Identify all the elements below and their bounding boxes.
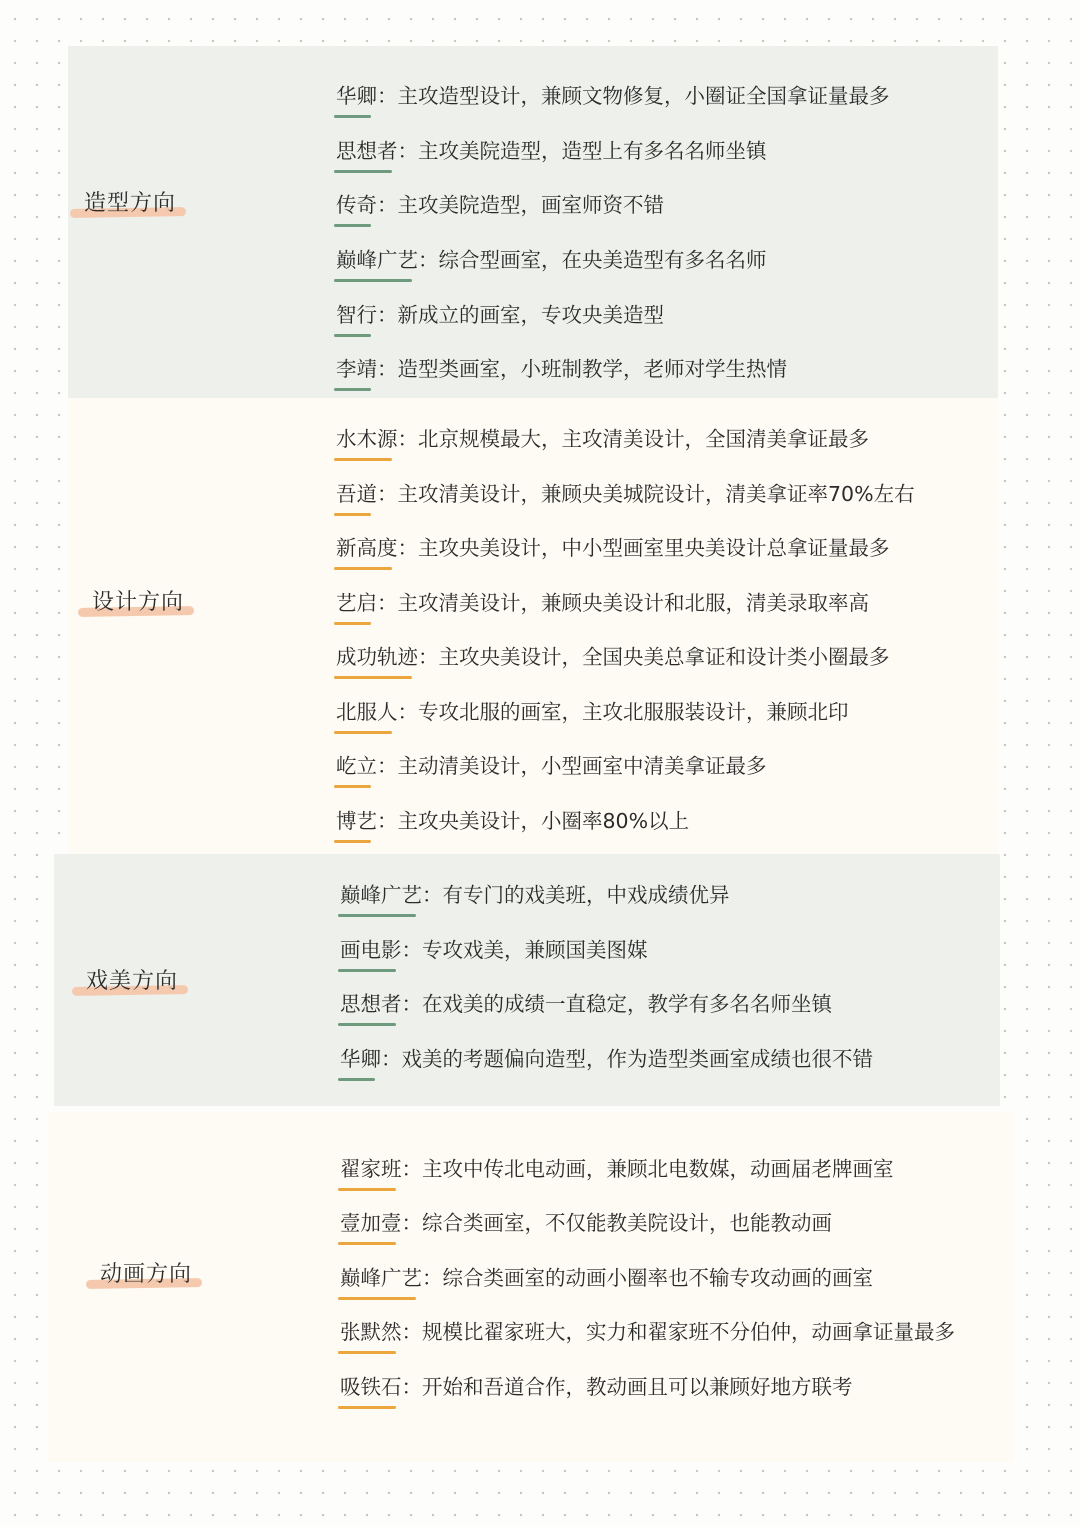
list-item — [336, 804, 689, 834]
name-underline — [338, 1023, 396, 1026]
list-item — [336, 586, 869, 616]
studio-desc: ：综合类画室的动画小圈率也不输专攻动画的画室 — [422, 1266, 873, 1290]
list-item — [340, 1042, 873, 1072]
studio-desc: ：在戏美的成绩一直稳定，教学有多名名师坐镇 — [401, 992, 832, 1016]
studio-desc: ：专攻戏美，兼顾国美图媒 — [401, 938, 648, 962]
section-bg-design — [68, 398, 998, 854]
studio-name: 巅峰广艺 — [340, 1266, 422, 1290]
studio-desc: ：主攻央美设计，小圈率80%以上 — [377, 809, 690, 833]
studio-name: 水木源 — [336, 427, 398, 451]
studio-name: 巅峰广艺 — [340, 883, 422, 907]
list-item — [336, 134, 767, 164]
studio-desc: ：造型类画室，小班制教学，老师对学生热情 — [377, 357, 787, 381]
name-underline — [338, 1242, 396, 1245]
list-item — [340, 987, 832, 1017]
list-item — [340, 933, 648, 963]
name-underline — [338, 1078, 375, 1081]
category-label: 造型方向 — [84, 191, 177, 216]
list-item — [336, 188, 664, 218]
list-item — [340, 1152, 894, 1182]
studio-name: 李靖 — [336, 357, 377, 381]
name-underline — [334, 513, 371, 516]
list-item — [336, 352, 787, 382]
studio-name: 智行 — [336, 303, 377, 327]
list-item — [336, 531, 890, 561]
list-item — [336, 298, 664, 328]
name-underline — [338, 1188, 396, 1191]
list-item — [336, 477, 915, 507]
studio-desc: ：开始和吾道合作，教动画且可以兼顾好地方联考 — [401, 1375, 853, 1399]
list-item — [340, 878, 730, 908]
studio-desc: ：综合类画室，不仅能教美院设计，也能教动画 — [401, 1211, 832, 1235]
studio-desc: ：主攻造型设计，兼顾文物修复，小圈证全国拿证量最多 — [377, 84, 890, 108]
studio-name: 翟家班 — [340, 1157, 402, 1181]
name-underline — [338, 1297, 416, 1300]
studio-desc: ：主攻央美设计，中小型画室里央美设计总拿证量最多 — [397, 536, 890, 560]
name-underline — [334, 622, 371, 625]
studio-desc: ：主攻清美设计，兼顾央美设计和北服，清美录取率高 — [377, 591, 869, 615]
list-item — [340, 1315, 955, 1345]
studio-name: 新高度 — [336, 536, 398, 560]
studio-name: 张默然 — [340, 1320, 402, 1344]
studio-desc: ：规模比翟家班大，实力和翟家班不分伯仲，动画拿证量最多 — [401, 1320, 955, 1344]
studio-name: 吸铁石 — [340, 1375, 402, 1399]
studio-desc: ：有专门的戏美班，中戏成绩优异 — [422, 883, 730, 907]
name-underline — [338, 1351, 396, 1354]
name-underline — [334, 785, 371, 788]
name-underline — [334, 334, 371, 337]
studio-desc: ：北京规模最大，主攻清美设计，全国清美拿证最多 — [397, 427, 869, 451]
studio-name: 传奇 — [336, 193, 377, 217]
studio-name: 吾道 — [336, 482, 377, 506]
studio-desc: ：主攻美院造型，造型上有多名名师坐镇 — [397, 139, 767, 163]
name-underline — [334, 388, 371, 391]
studio-name: 思想者 — [336, 139, 398, 163]
studio-name: 壹加壹 — [340, 1211, 402, 1235]
list-item — [336, 695, 849, 725]
studio-name: 北服人 — [336, 700, 398, 724]
studio-name: 博艺 — [336, 809, 377, 833]
category-animation — [100, 1257, 192, 1288]
studio-name: 成功轨迹 — [336, 645, 418, 669]
list-item — [336, 749, 767, 779]
name-underline — [334, 279, 412, 282]
list-item — [340, 1261, 873, 1291]
studio-desc: ：主动清美设计，小型画室中清美拿证最多 — [377, 754, 767, 778]
studio-desc: ：戏美的考题偏向造型，作为造型类画室成绩也很不错 — [381, 1047, 873, 1071]
studio-desc: ：主攻清美设计，兼顾央美城院设计，清美拿证率70%左右 — [377, 482, 915, 506]
name-underline — [338, 1406, 396, 1409]
list-item — [336, 243, 767, 273]
name-underline — [334, 567, 392, 570]
studio-desc: ：综合型画室，在央美造型有多名名师 — [418, 248, 767, 272]
name-underline — [334, 840, 371, 843]
category-modeling — [84, 186, 176, 217]
name-underline — [334, 731, 392, 734]
list-item — [336, 79, 890, 109]
studio-desc: ：主攻美院造型，画室师资不错 — [377, 193, 664, 217]
studio-name: 屹立 — [336, 754, 377, 778]
category-label: 动画方向 — [100, 1262, 193, 1287]
list-item — [340, 1206, 832, 1236]
name-underline — [334, 170, 392, 173]
studio-desc: ：专攻北服的画室，主攻北服服装设计，兼顾北印 — [397, 700, 849, 724]
name-underline — [334, 224, 371, 227]
category-label: 戏美方向 — [86, 969, 179, 994]
studio-name: 华卿 — [340, 1047, 381, 1071]
studio-name: 华卿 — [336, 84, 377, 108]
name-underline — [334, 115, 371, 118]
name-underline — [334, 458, 392, 461]
category-label: 设计方向 — [92, 590, 185, 615]
studio-name: 画电影 — [340, 938, 402, 962]
studio-name: 艺启 — [336, 591, 377, 615]
list-item — [336, 422, 869, 452]
studio-desc: ：主攻中传北电动画，兼顾北电数媒，动画届老牌画室 — [401, 1157, 894, 1181]
category-drama — [86, 964, 178, 995]
name-underline — [338, 914, 416, 917]
name-underline — [334, 676, 412, 679]
studio-name: 巅峰广艺 — [336, 248, 418, 272]
studio-name: 思想者 — [340, 992, 402, 1016]
list-item — [336, 640, 890, 670]
category-design — [92, 585, 184, 616]
studio-desc: ：主攻央美设计，全国央美总拿证和设计类小圈最多 — [418, 645, 890, 669]
list-item — [340, 1370, 853, 1400]
studio-desc: ：新成立的画室，专攻央美造型 — [377, 303, 664, 327]
name-underline — [338, 969, 396, 972]
